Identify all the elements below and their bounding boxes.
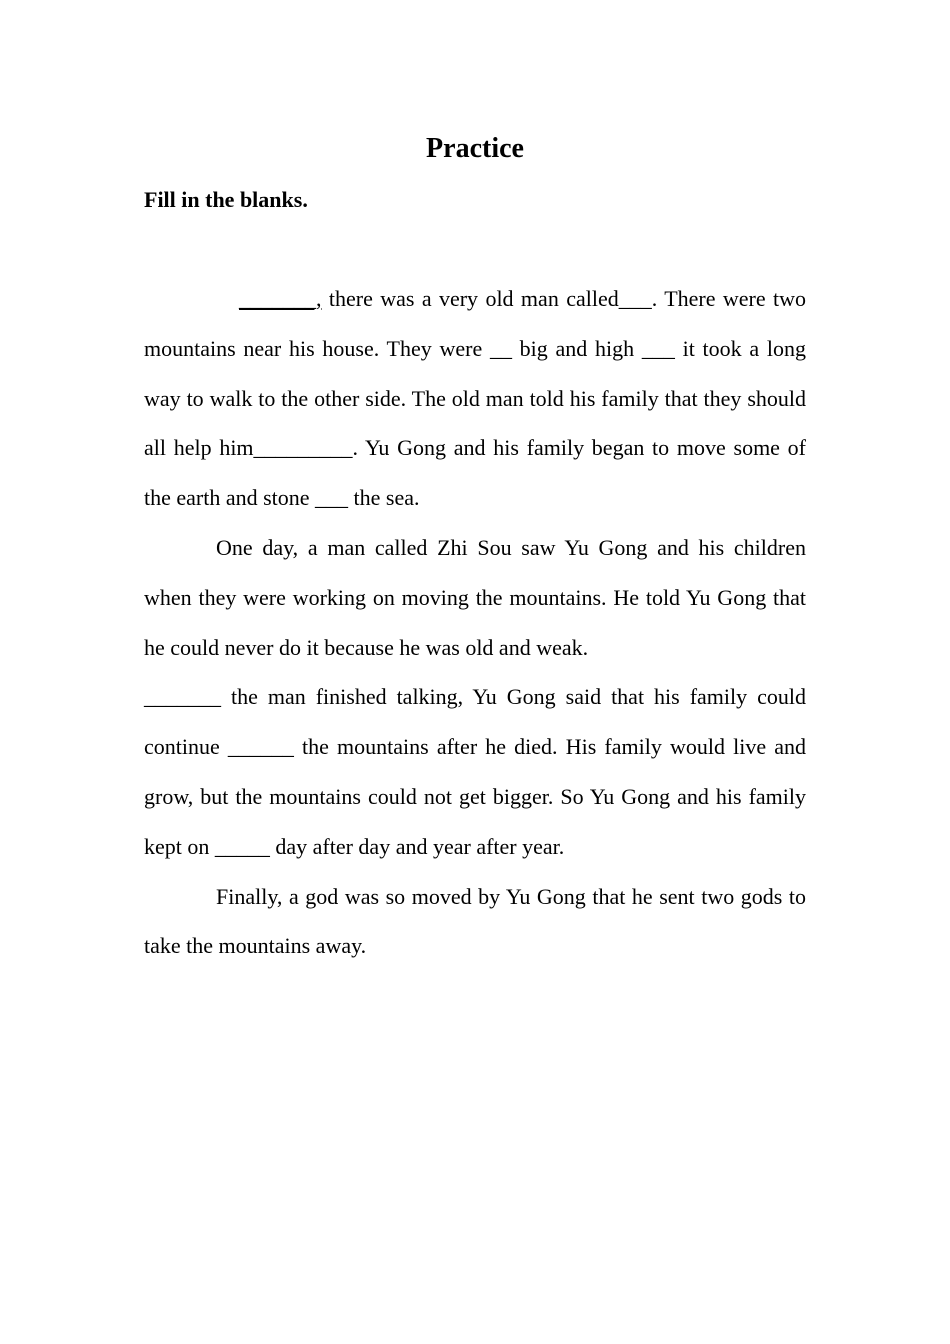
page-title: Practice bbox=[426, 133, 524, 164]
paragraph-text: there was a very old man called___. There were two mountains near his house. They were __ big and high ___ it took a long way to walk to the other side. The old man told his family that they should all help him_________. Yu Gong and his family began to move some of the earth and stone ___ the sea. bbox=[144, 286, 806, 511]
paragraph: Finally, a god was so moved by Yu Gong that he sent two gods to take the mountains away. bbox=[144, 883, 806, 959]
paragraph: _______ the man finished talking, Yu Gong said that his family could continue ______ the mountains after he died. His family would live and grow, but the mountains could not get bigger. So Yu Gong and his family kept on _____ day after day and year after year. bbox=[144, 684, 806, 859]
paragraph bbox=[144, 274, 806, 523]
blank-underline: _______, bbox=[239, 286, 322, 311]
passage bbox=[144, 274, 806, 971]
paragraph: One day, a man called Zhi Sou saw Yu Gong and his children when they were working on moving the mountains. He told Yu Gong that he could never do it because he was old and weak. bbox=[144, 534, 806, 660]
instruction-heading: Fill in the blanks. bbox=[144, 187, 308, 212]
